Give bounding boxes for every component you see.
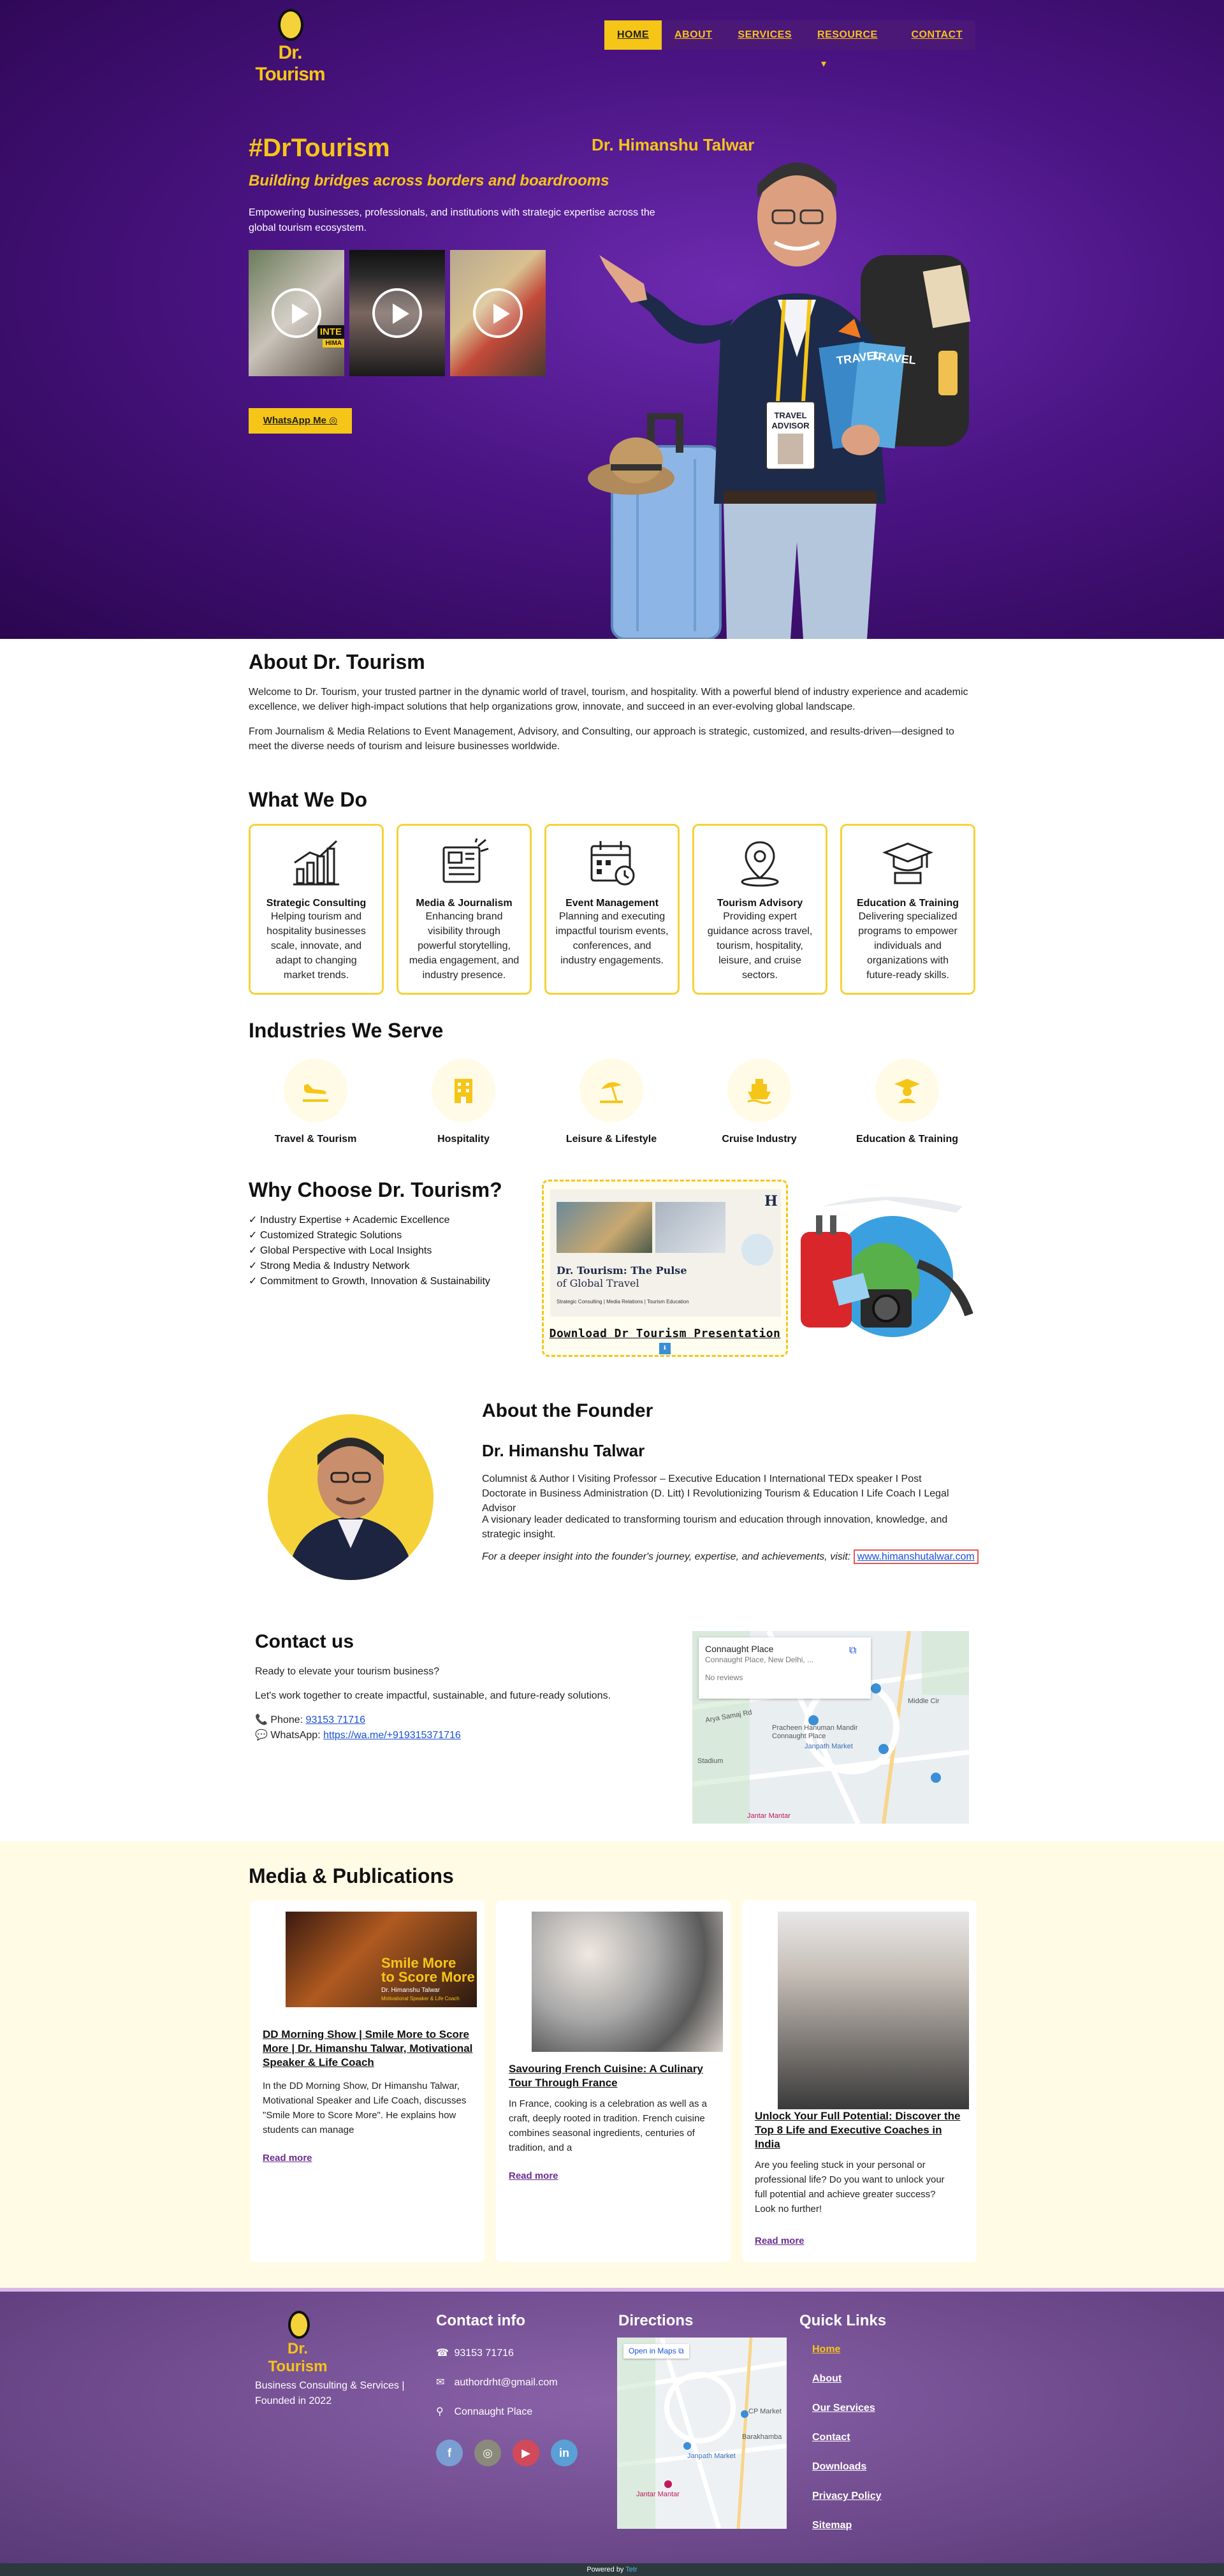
plane-landing-icon	[302, 1076, 330, 1104]
contact-whatsapp	[255, 1728, 461, 1743]
media-card-2[interactable]	[496, 1900, 731, 2262]
travel-globe-illustration	[797, 1181, 975, 1359]
why-item	[249, 1213, 529, 1228]
media-description: In France, cooking is a celebration as well as a craft, deeply rooted in tradition. French cuisine combines seasonal ingredients, centuries of tradition, and a	[509, 2098, 707, 2153]
svg-text:ADVISOR: ADVISOR	[771, 421, 810, 430]
map-pin-icon	[734, 837, 785, 888]
hotel-icon	[449, 1076, 477, 1104]
open-external-icon[interactable]: ⧉	[849, 1645, 857, 1656]
service-card-strategic-consulting[interactable]	[249, 824, 384, 995]
hero-title: #DrTourism	[249, 134, 390, 162]
quick-link-sitemap[interactable]: Sitemap	[812, 2520, 852, 2531]
industry-label: Cruise Industry	[722, 1134, 797, 1145]
video-thumbnail-3[interactable]	[450, 250, 546, 376]
service-description: Enhancing brand visibility through powerful storytelling, media engagement, and industry presence.	[409, 911, 520, 981]
footer-email-text: authordrht@gmail.com	[454, 2377, 558, 2388]
hero-section	[0, 0, 1224, 639]
founder-vision: A visionary leader dedicated to transforming tourism and education through innovation, knowledge, and strategic insight.	[482, 1514, 948, 1540]
media-title[interactable]: DD Morning Show | Smile More to Score More | Dr. Himanshu Talwar, Motivational Speaker & Life Coach	[263, 2028, 473, 2068]
footer-location	[436, 2405, 532, 2418]
media-description: Are you feeling stuck in your personal or professional life? Do you want to unlock your full potential and achieve greater success? Look no further!	[755, 2160, 945, 2214]
whatsapp-label: WhatsApp:	[270, 1730, 321, 1741]
service-description: Helping tourism and hospitality businesses scale, innovate, and adapt to changing market trends.	[266, 911, 366, 981]
contact-line-2: Let's work together to create impactful, sustainable, and future-ready solutions.	[255, 1690, 611, 1701]
footer-quick-links-heading: Quick Links	[799, 2312, 887, 2329]
service-title: Education & Training	[856, 898, 959, 909]
nav-about[interactable]: ABOUT	[674, 29, 713, 40]
hero-description: Empowering businesses, professionals, and institutions with strategic expertise across the global tourism ecosystem.	[249, 207, 655, 233]
founder-hero-illustration	[586, 147, 982, 639]
industry-cruise	[702, 1058, 817, 1145]
quick-link-services[interactable]: Our Services	[812, 2403, 875, 2413]
presentation-title-line-1: Dr. Tourism: The Pulse	[557, 1264, 687, 1277]
footer-map[interactable]	[617, 2338, 787, 2529]
footer-phone	[436, 2346, 514, 2359]
media-description: In the DD Morning Show, Dr Himanshu Talwar, Motivational Speaker and Life Coach, discusses "Smile More to Score More". He explains how students can manage	[263, 2081, 467, 2135]
founder-portrait	[268, 1414, 433, 1580]
graduation-icon	[882, 837, 933, 888]
hero-subtitle: Building bridges across borders and boardrooms	[249, 172, 609, 189]
founder-bio: Columnist & Author I Visiting Professor – Executive Education I International TEDx speaker I Post Doctorate in Business Administration (D. Litt) I Revolutionizing Tourism & Education I Life Coach I Legal Advisor	[482, 1474, 949, 1514]
video-overlay-text: INTE	[317, 325, 344, 339]
quick-link-home[interactable]: Home	[812, 2344, 841, 2355]
nav-resource-label: RESOURCE	[817, 29, 878, 40]
what-we-do-heading: What We Do	[249, 788, 368, 811]
check-icon: ✓	[249, 1261, 260, 1271]
footer-email	[436, 2376, 558, 2389]
open-external-icon: ⧉	[678, 2346, 684, 2355]
svg-text:TRAVEL: TRAVEL	[835, 348, 882, 367]
video-thumbnail-2[interactable]	[349, 250, 445, 376]
media-heading: Media & Publications	[249, 1864, 454, 1887]
service-card-event-management[interactable]	[544, 824, 680, 995]
phone-link[interactable]: 93153 71716	[305, 1715, 365, 1725]
graduate-icon	[893, 1076, 921, 1104]
media-thumbnail[interactable]	[778, 1912, 969, 2109]
contact-line-1: Ready to elevate your tourism business?	[255, 1666, 440, 1677]
service-description: Delivering specialized programs to empower individuals and organizations with future-ready skills.	[858, 911, 958, 981]
service-description: Providing expert guidance across travel, tourism, hospitality, leisure, and cruise sectors.	[707, 911, 813, 981]
footer	[0, 2288, 1224, 2563]
quick-links-list	[812, 2344, 882, 2549]
email-icon: ✉	[436, 2377, 445, 2388]
why-item	[249, 1228, 529, 1243]
download-icon: ⬇	[659, 1343, 671, 1354]
media-title[interactable]: Savouring French Cuisine: A Culinary Tour Through France	[509, 2063, 703, 2089]
presentation-tags: Strategic Consulting | Media Relations | Tourism Education	[557, 1299, 689, 1305]
powered-by-bar	[0, 2563, 1224, 2576]
founder-insight	[482, 1549, 992, 1564]
play-icon[interactable]	[473, 288, 523, 338]
nav-contact[interactable]: CONTACT	[911, 29, 963, 40]
nav-home[interactable]: HOME	[604, 20, 662, 50]
footer-map-label: CP Market	[748, 2408, 782, 2415]
map-label: Janpath Market	[805, 1743, 853, 1750]
presentation-card[interactable]	[542, 1180, 788, 1357]
media-thumbnail[interactable]	[532, 1912, 723, 2052]
footer-map-label: Jantar Mantar	[636, 2491, 680, 2498]
why-item-text: Strong Media & Industry Network	[259, 1261, 410, 1271]
chart-growth-icon	[291, 837, 342, 888]
footer-map-label: Barakhamba	[742, 2433, 782, 2441]
why-item	[249, 1259, 529, 1274]
main-nav	[604, 20, 975, 70]
founder-photo	[268, 1414, 433, 1580]
whatsapp-button[interactable]	[249, 408, 352, 434]
founder-insight-text: For a deeper insight into the founder's journey, expertise, and achievements, visit:	[482, 1551, 851, 1562]
download-presentation-link[interactable]	[544, 1327, 786, 1354]
map-reviews: No reviews	[705, 1673, 743, 1682]
phone-label: Phone:	[270, 1715, 303, 1725]
footer-logo[interactable]	[263, 2311, 333, 2375]
svg-text:TRAVEL: TRAVEL	[774, 411, 807, 420]
map-label: Pracheen Hanuman Mandir Connaught Place	[772, 1724, 858, 1740]
quick-link-about[interactable]: About	[812, 2373, 842, 2384]
instagram-icon[interactable]: ◎	[474, 2440, 501, 2466]
media-thumbnail[interactable]	[286, 1912, 477, 2007]
thumbnail-text: Dr. Himanshu Talwar	[381, 1987, 441, 1994]
read-more-link[interactable]: Read more	[509, 2170, 558, 2181]
footer-map-label: Janpath Market	[687, 2452, 736, 2460]
download-presentation-label: Download Dr Tourism Presentation	[549, 1327, 781, 1340]
map-label: Stadium	[697, 1757, 724, 1765]
footer-location-text: Connaught Place	[454, 2406, 533, 2417]
map-label: Arya Samaj Rd	[704, 1708, 753, 1725]
microphone-icon	[278, 9, 303, 41]
media-card-3[interactable]	[742, 1900, 977, 2262]
footer-contact-heading: Contact info	[436, 2312, 525, 2329]
presentation-thumbnail[interactable]	[550, 1189, 781, 1317]
why-item	[249, 1274, 529, 1289]
presentation-title-line-2: of Global Travel	[557, 1277, 639, 1289]
service-description: Planning and executing impactful tourism events, conferences, and industry engagements.	[555, 911, 669, 966]
facebook-icon[interactable]: f	[436, 2440, 463, 2466]
open-in-maps-button[interactable]	[623, 2344, 689, 2359]
check-icon: ✓	[249, 1230, 260, 1241]
quick-link-downloads[interactable]: Downloads	[812, 2461, 867, 2472]
play-icon[interactable]	[272, 288, 321, 338]
youtube-icon[interactable]: ▶	[513, 2440, 539, 2466]
quick-link-privacy[interactable]: Privacy Policy	[812, 2491, 882, 2501]
contact-map[interactable]	[692, 1631, 969, 1824]
video-overlay-subtext: HIMA	[323, 339, 344, 348]
thumbnail-text: Smile More	[381, 1955, 456, 1971]
umbrella-beach-icon	[597, 1076, 625, 1104]
phone-icon: 📞	[255, 1715, 271, 1725]
map-label: Middle Cir	[908, 1697, 940, 1705]
thumbnail-text: Motivational Speaker & Life Coach	[381, 1996, 460, 2002]
newspaper-icon	[439, 837, 490, 888]
industry-label: Hospitality	[437, 1134, 490, 1145]
why-item-text: Global Perspective with Local Insights	[259, 1245, 432, 1256]
social-links	[436, 2440, 578, 2466]
contact-phone	[255, 1713, 365, 1727]
phone-icon: ☎	[436, 2348, 449, 2359]
map-label: Jantar Mantar	[747, 1812, 790, 1820]
map-info-card	[699, 1637, 871, 1699]
why-item-text: Customized Strategic Solutions	[259, 1230, 402, 1241]
check-icon: ✓	[249, 1276, 260, 1287]
founder-website-link[interactable]: www.himanshutalwar.com	[854, 1549, 979, 1564]
why-list	[249, 1213, 529, 1289]
footer-tagline: Business Consulting & Services | Founded in 2022	[255, 2380, 405, 2406]
founder-name: Dr. Himanshu Talwar	[482, 1441, 645, 1460]
caret-down-icon: ▾	[821, 59, 827, 70]
map-place-name: Connaught Place	[705, 1644, 774, 1654]
service-title: Tourism Advisory	[717, 898, 803, 909]
media-card-1[interactable]	[250, 1900, 484, 2262]
footer-directions-heading: Directions	[618, 2312, 694, 2329]
footer-logo-text: Dr. Tourism	[268, 2340, 328, 2375]
service-title: Strategic Consulting	[266, 898, 367, 909]
service-card-tourism-advisory[interactable]	[692, 824, 827, 995]
industry-label: Leisure & Lifestyle	[565, 1134, 657, 1145]
why-item	[249, 1243, 529, 1259]
industry-education-training	[850, 1058, 965, 1145]
about-paragraph-1: Welcome to Dr. Tourism, your trusted partner in the dynamic world of travel, tourism, and hospitality. With a powerful blend of industry experience and academic excellence, we deliver high-impact solutions that help organizations grow, innovate, and succeed in an ever-evolving global landscape.	[249, 687, 968, 712]
industry-label: Travel & Tourism	[274, 1134, 357, 1145]
quick-link-contact[interactable]: Contact	[812, 2432, 850, 2443]
nav-services[interactable]: SERVICES	[738, 29, 792, 40]
industries-heading: Industries We Serve	[249, 1019, 444, 1042]
why-item-text: Industry Expertise + Academic Excellence	[259, 1215, 450, 1226]
industry-label: Education & Training	[856, 1134, 958, 1145]
linkedin-icon[interactable]: in	[551, 2440, 578, 2466]
whatsapp-link[interactable]: https://wa.me/+919315371716	[323, 1730, 461, 1741]
open-in-maps-label: Open in Maps	[629, 2346, 676, 2355]
thumbnail-text: to Score More	[381, 1969, 475, 1985]
whatsapp-icon: 💬	[255, 1730, 271, 1741]
industry-hospitality	[406, 1058, 521, 1145]
industry-travel-tourism	[258, 1058, 373, 1145]
location-pin-icon: ⚲	[436, 2406, 444, 2417]
industry-leisure-lifestyle	[554, 1058, 669, 1145]
why-heading: Why Choose Dr. Tourism?	[249, 1178, 502, 1201]
media-title[interactable]: Unlock Your Full Potential: Discover the Top 8 Life and Executive Coaches in India	[755, 2110, 961, 2150]
check-icon: ✓	[249, 1215, 260, 1226]
logo-text: Dr. Tourism	[255, 42, 325, 85]
powered-by-text: Powered by	[586, 2566, 624, 2573]
contact-heading: Contact us	[255, 1631, 354, 1652]
microphone-icon	[288, 2311, 310, 2339]
about-heading: About Dr. Tourism	[249, 650, 425, 673]
presentation-logo: H	[764, 1193, 778, 1210]
service-title: Event Management	[565, 898, 659, 909]
read-more-link[interactable]: Read more	[755, 2236, 805, 2246]
play-icon[interactable]	[372, 288, 422, 338]
map-place-address: Connaught Place, New Delhi, ...	[705, 1655, 814, 1664]
powered-by-brand[interactable]: Tetr	[625, 2566, 638, 2573]
hero-founder-name: Dr. Himanshu Talwar	[592, 135, 755, 154]
service-title: Media & Journalism	[416, 898, 513, 909]
read-more-link[interactable]: Read more	[263, 2153, 312, 2163]
footer-phone-text: 93153 71716	[454, 2348, 514, 2359]
svg-text:TRAVEL: TRAVEL	[870, 349, 917, 367]
calendar-icon	[586, 837, 638, 888]
ship-icon	[745, 1076, 773, 1104]
whatsapp-button-label: WhatsApp Me	[263, 415, 326, 426]
whatsapp-icon: ◎	[329, 415, 338, 426]
about-paragraph-2: From Journalism & Media Relations to Event Management, Advisory, and Consulting, our approach is strategic, customized, and results-driven—designed to meet the diverse needs of tourism and leisure businesses worldwide.	[249, 726, 954, 752]
nav-resource[interactable]	[805, 20, 898, 70]
logo[interactable]	[247, 9, 333, 85]
service-card-media-journalism[interactable]	[397, 824, 532, 995]
check-icon: ✓	[249, 1245, 260, 1256]
founder-heading: About the Founder	[482, 1400, 653, 1421]
why-item-text: Commitment to Growth, Innovation & Sustainability	[259, 1276, 490, 1287]
service-card-education-training[interactable]	[840, 824, 975, 995]
video-thumbnail-1[interactable]	[249, 250, 344, 376]
